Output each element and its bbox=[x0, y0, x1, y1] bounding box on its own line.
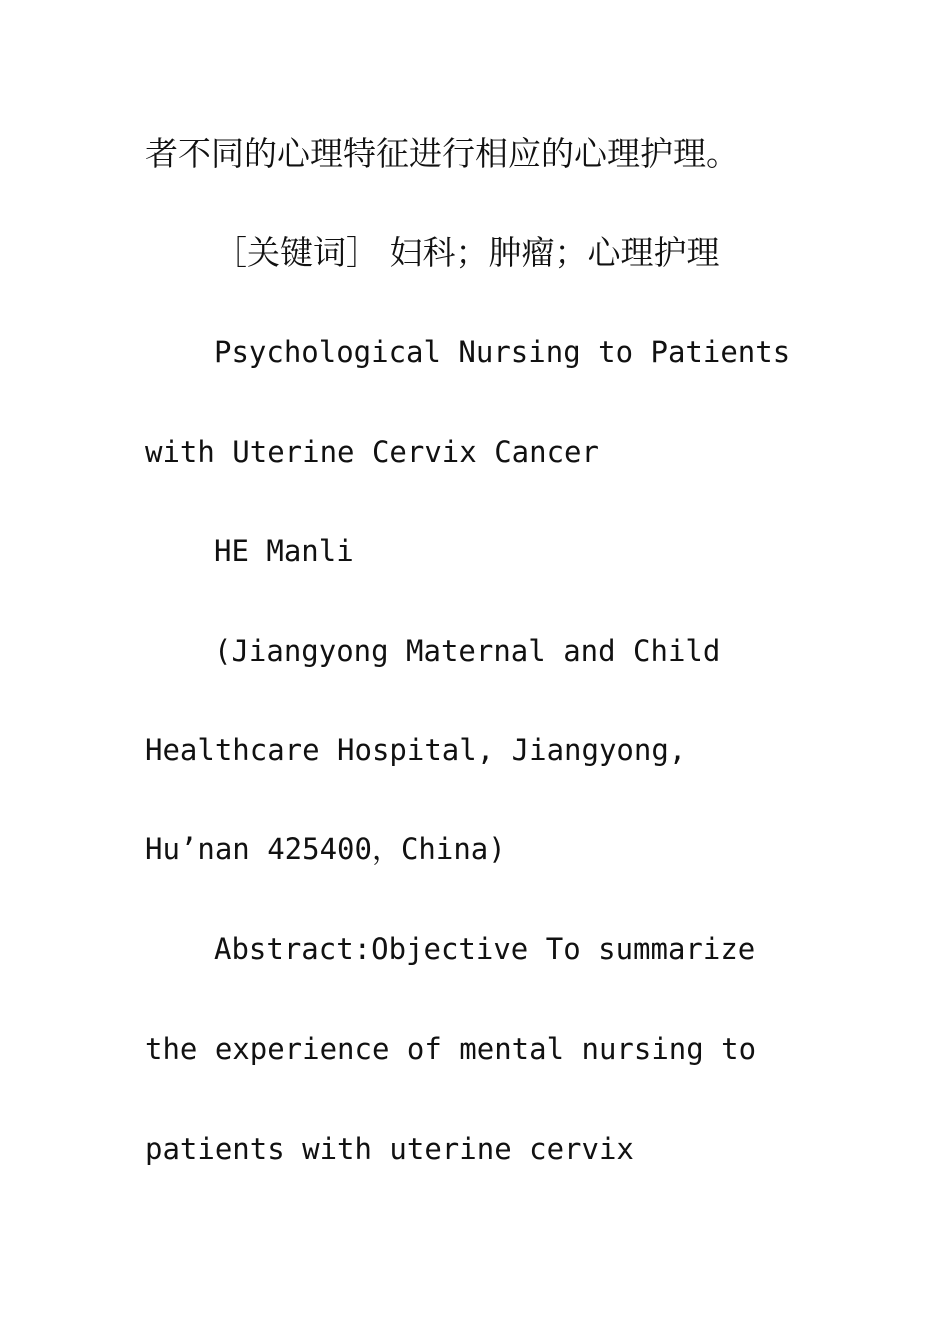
abstract-line-1: Abstract:Objective To summarize bbox=[214, 932, 756, 966]
affiliation-line-2: Healthcare Hospital, Jiangyong, bbox=[145, 733, 687, 767]
affiliation-line-1: (Jiangyong Maternal and Child bbox=[214, 634, 721, 668]
keywords-line: ［关键词］ 妇科；肿瘤；心理护理 bbox=[214, 233, 720, 272]
abstract-line-3: patients with uterine cervix bbox=[145, 1132, 634, 1166]
affiliation-line-3: Hu’nan 425400，China) bbox=[145, 832, 506, 866]
english-title-line-1: Psychological Nursing to Patients bbox=[214, 335, 791, 369]
abstract-line-2: the experience of mental nursing to bbox=[145, 1032, 757, 1066]
english-title-line-2: with Uterine Cervix Cancer bbox=[145, 435, 599, 469]
abstract-conclusion-line: 者不同的心理特征进行相应的心理护理。 bbox=[145, 134, 739, 173]
author-name: HE Manli bbox=[214, 534, 354, 568]
